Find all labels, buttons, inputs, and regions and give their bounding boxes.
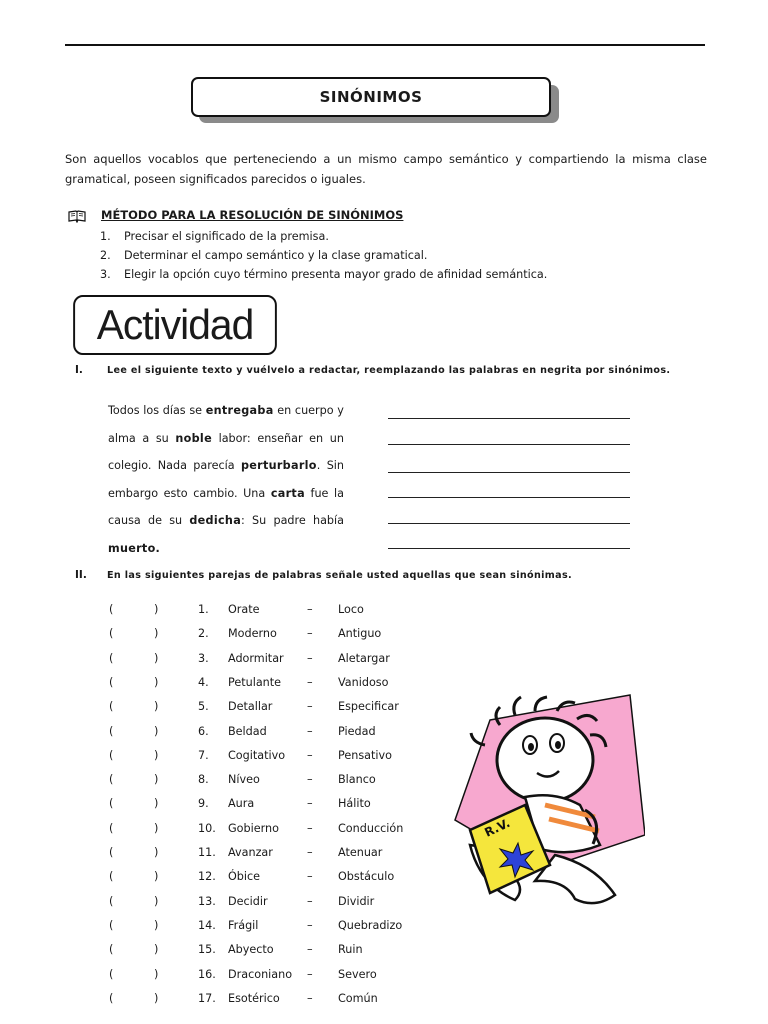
pair-word-2: Blanco [338, 773, 376, 787]
answer-open-paren[interactable]: ( [109, 894, 114, 908]
reading-boy-clipart [445, 685, 645, 920]
answer-open-paren[interactable]: ( [109, 991, 114, 1005]
answer-close-paren[interactable]: ) [154, 846, 159, 859]
pair-row [100, 895, 420, 919]
answer-open-paren[interactable]: ( [109, 675, 114, 689]
answer-open-paren[interactable]: ( [109, 773, 114, 787]
pair-number: 1. [198, 603, 209, 616]
pair-word-1: Esotérico [228, 991, 280, 1005]
pair-dash: – [307, 991, 313, 1005]
answer-close-paren[interactable]: ) [154, 797, 159, 811]
pair-word-2: Conducción [338, 821, 404, 835]
answer-open-paren[interactable]: ( [109, 967, 114, 981]
answer-open-paren[interactable]: ( [109, 603, 114, 616]
pair-number: 12. [198, 870, 216, 884]
pair-word-2: Vanidoso [338, 675, 389, 689]
answer-line-5[interactable] [388, 523, 630, 524]
answer-close-paren[interactable]: ) [154, 748, 159, 762]
pair-word-1: Cogitativo [228, 748, 286, 762]
method-steps [100, 227, 547, 284]
pair-row [100, 700, 420, 724]
section2-instruction: En las siguientes parejas de palabras señale usted aquellas que sean sinónimas. [107, 570, 573, 581]
intro-paragraph: Son aquellos vocablos que perteneciendo a un mismo campo semántico y compartiendo la misma clase gramatical, poseen significados parecidos o iguales. [65, 152, 707, 186]
pair-word-1: Níveo [228, 773, 260, 787]
pair-word-2: Dividir [338, 894, 375, 908]
pair-number: 3. [198, 651, 209, 665]
pair-dash: – [307, 748, 313, 762]
pair-dash: – [307, 918, 313, 932]
answer-close-paren[interactable]: ) [154, 821, 159, 835]
answer-close-paren[interactable]: ) [154, 967, 159, 981]
pair-dash: – [307, 967, 313, 981]
pair-word-2: Aletargar [338, 651, 390, 665]
pair-word-2: Obstáculo [338, 870, 395, 884]
pair-word-2: Piedad [338, 724, 376, 738]
paragraph-line: alma a su noble labor: enseñar en un [108, 431, 344, 445]
pair-row [100, 652, 420, 676]
pair-word-2: Especificar [338, 700, 399, 714]
answer-line-2[interactable] [388, 444, 630, 445]
answer-close-paren[interactable]: ) [154, 991, 159, 1005]
method-title: MÉTODO PARA LA RESOLUCIÓN DE SINÓNIMOS [101, 208, 404, 222]
paragraph-line: embargo esto cambio. Una carta fue la [108, 486, 344, 500]
list-item: 2. Determinar el campo semántico y la clase gramatical. [100, 249, 428, 262]
pair-dash: – [307, 627, 313, 641]
pair-number: 14. [198, 918, 216, 932]
answer-close-paren[interactable]: ) [154, 870, 159, 884]
pair-number: 15. [198, 943, 216, 957]
pair-number: 4. [198, 675, 209, 689]
answer-open-paren[interactable]: ( [109, 724, 114, 738]
pair-word-1: Adormitar [228, 651, 284, 665]
pair-row [100, 627, 420, 651]
answer-open-paren[interactable]: ( [109, 651, 114, 665]
pair-number: 9. [198, 797, 209, 811]
pair-word-1: Frágil [228, 918, 259, 932]
answer-open-paren[interactable]: ( [109, 918, 114, 932]
answer-line-1[interactable] [388, 418, 630, 419]
pair-number: 8. [198, 773, 209, 787]
pair-number: 17. [198, 991, 216, 1005]
pair-row [100, 822, 420, 846]
pair-row [100, 870, 420, 894]
answer-close-paren[interactable]: ) [154, 700, 159, 714]
pair-dash: – [307, 870, 313, 884]
book-icon [68, 210, 86, 223]
pair-row [100, 992, 420, 1016]
paragraph-line: causa de su dedicha: Su padre había [108, 514, 344, 528]
pair-word-1: Moderno [228, 627, 277, 641]
pair-row [100, 919, 420, 943]
pair-number: 11. [198, 846, 216, 859]
pair-word-2: Quebradizo [338, 918, 403, 932]
answer-line-4[interactable] [388, 497, 630, 498]
pair-word-2: Común [338, 991, 378, 1005]
pair-word-1: Óbice [228, 870, 261, 884]
top-rule [65, 44, 705, 46]
pair-word-2: Loco [338, 603, 364, 616]
pair-dash: – [307, 797, 313, 811]
answer-open-paren[interactable]: ( [109, 627, 114, 641]
answer-open-paren[interactable]: ( [109, 846, 114, 859]
pair-word-1: Orate [228, 603, 260, 616]
answer-open-paren[interactable]: ( [109, 943, 114, 957]
pair-word-2: Ruin [338, 943, 363, 957]
paragraph-line: muerto. [108, 541, 161, 555]
answer-close-paren[interactable]: ) [154, 773, 159, 787]
pair-dash: – [307, 821, 313, 835]
book-label: R.V. [482, 815, 513, 840]
pair-word-2: Hálito [338, 797, 371, 811]
pair-word-2: Antiguo [338, 627, 382, 641]
list-item: 3. Elegir la opción cuyo término presenta mayor grado de afinidad semántica. [100, 268, 548, 281]
pair-word-1: Aura [228, 797, 255, 811]
pair-word-1: Detallar [228, 700, 273, 714]
pair-number: 6. [198, 724, 209, 738]
pair-word-1: Petulante [228, 675, 282, 689]
pair-number: 10. [198, 821, 216, 835]
pair-row [100, 749, 420, 773]
answer-open-paren[interactable]: ( [109, 748, 114, 762]
paragraph-line: Todos los días se entregaba en cuerpo y [108, 404, 344, 418]
answer-line-3[interactable] [388, 472, 630, 473]
answer-close-paren[interactable]: ) [154, 603, 159, 616]
pair-row [100, 676, 420, 700]
pair-word-1: Avanzar [228, 846, 273, 859]
section1-instruction: Lee el siguiente texto y vuélvelo a redactar, reemplazando las palabras en negrita por sinónimos. [107, 365, 671, 376]
answer-close-paren[interactable]: ) [154, 724, 159, 738]
pair-dash: – [307, 651, 313, 665]
pair-number: 13. [198, 894, 216, 908]
list-item: 1. Precisar el significado de la premisa. [100, 230, 329, 243]
answer-close-paren[interactable]: ) [154, 675, 159, 689]
pair-row [100, 773, 420, 797]
pair-dash: – [307, 724, 313, 738]
pair-number: 2. [198, 627, 209, 641]
pair-word-2: Severo [338, 967, 377, 981]
answer-close-paren[interactable]: ) [154, 651, 159, 665]
pair-number: 16. [198, 967, 216, 981]
pair-dash: – [307, 894, 313, 908]
pair-word-1: Gobierno [228, 821, 279, 835]
pair-dash: – [307, 943, 313, 957]
pair-dash: – [307, 675, 313, 689]
section2-roman: II. [75, 569, 87, 581]
activity-label: Actividad [73, 295, 277, 355]
pair-row [100, 603, 420, 627]
pair-dash: – [307, 700, 313, 714]
pair-row [100, 968, 420, 992]
section1-roman: I. [75, 364, 83, 376]
pair-word-2: Atenuar [338, 846, 383, 859]
pair-row [100, 943, 420, 967]
pair-word-1: Decidir [228, 894, 268, 908]
pair-number: 5. [198, 700, 209, 714]
answer-close-paren[interactable]: ) [154, 894, 159, 908]
page-title: SINÓNIMOS [191, 77, 551, 117]
exercise-paragraph [108, 397, 344, 562]
answer-close-paren[interactable]: ) [154, 943, 159, 957]
answer-close-paren[interactable]: ) [154, 627, 159, 641]
head [497, 718, 593, 802]
pair-word-1: Beldad [228, 724, 267, 738]
answer-close-paren[interactable]: ) [154, 918, 159, 932]
pair-dash: – [307, 846, 313, 859]
answer-open-paren[interactable]: ( [109, 797, 114, 811]
pair-row [100, 846, 420, 870]
pair-row [100, 725, 420, 749]
pair-dash: – [307, 603, 313, 616]
answer-open-paren[interactable]: ( [109, 821, 114, 835]
pair-dash: – [307, 773, 313, 787]
pair-word-1: Abyecto [228, 943, 274, 957]
answer-open-paren[interactable]: ( [109, 700, 114, 714]
pair-number: 7. [198, 748, 209, 762]
pair-word-2: Pensativo [338, 748, 392, 762]
paragraph-line: colegio. Nada parecía perturbarlo. Sin [108, 459, 344, 473]
pair-row [100, 797, 420, 821]
answer-open-paren[interactable]: ( [109, 870, 114, 884]
pair-word-1: Draconiano [228, 967, 293, 981]
answer-line-6[interactable] [388, 548, 630, 549]
